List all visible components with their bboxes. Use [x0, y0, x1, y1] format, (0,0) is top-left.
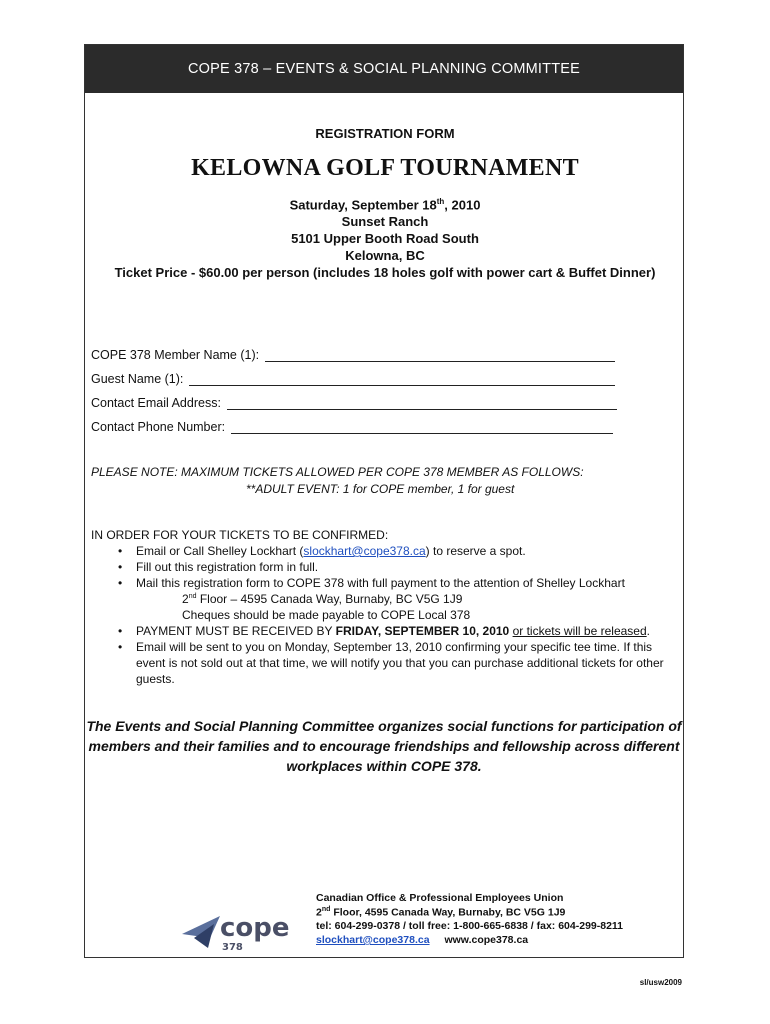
- confirm-item-1: [136, 544, 526, 558]
- item-1-text: Email or Call Shelley Lockhart (: [136, 544, 304, 558]
- event-venue: Sunset Ranch: [341, 214, 429, 229]
- item-1-text-end: ) to reserve a spot.: [425, 544, 526, 558]
- addr-floor: 2: [182, 592, 189, 606]
- footer-email-link[interactable]: slockhart@cope378.ca: [316, 934, 430, 946]
- contact-email-link[interactable]: slockhart@cope378.ca: [303, 544, 426, 558]
- bullet-icon: •: [118, 560, 123, 574]
- payment-period: .: [646, 624, 650, 638]
- footer-phones: tel: 604-299-0378 / toll free: 1-800-665-6838 / fax: 604-299-8211: [316, 920, 624, 932]
- form-label: REGISTRATION FORM: [315, 126, 455, 141]
- banner-title: COPE 378 – EVENTS & SOCIAL PLANNING COMMITTEE: [187, 61, 580, 77]
- guest-name-input[interactable]: [189, 374, 615, 386]
- confirm-item-3: Mail this registration form to COPE 378 with full payment to the attention of Shelley Lockhart: [136, 576, 625, 590]
- date-year: , 2010: [444, 197, 481, 213]
- email-field[interactable]: [91, 396, 617, 410]
- footer-address: [316, 906, 565, 919]
- footer-floor: 2: [316, 906, 322, 919]
- release-warning: or tickets will be released: [512, 624, 647, 638]
- guest-name-label: Guest Name (1):: [91, 372, 184, 386]
- bullet-icon: •: [118, 576, 123, 590]
- bullet-icon: •: [118, 640, 123, 654]
- logo-number: 378: [222, 942, 243, 952]
- date-text: Saturday, September 18: [289, 197, 437, 213]
- footer-sup: nd: [321, 906, 331, 913]
- note-line-1: PLEASE NOTE: MAXIMUM TICKETS ALLOWED PER COPE 378 MEMBER AS FOLLOWS:: [91, 465, 584, 479]
- email-label: Contact Email Address:: [91, 396, 221, 410]
- member-name-input[interactable]: [265, 350, 615, 362]
- bullet-icon: •: [118, 624, 123, 638]
- logo-word: cope: [220, 913, 290, 943]
- cheques-note: Cheques should be made payable to COPE Local 378: [182, 608, 471, 622]
- cope-logo: [180, 904, 290, 957]
- confirm-heading: IN ORDER FOR YOUR TICKETS TO BE CONFIRMED:: [91, 528, 389, 542]
- bullet-icon: •: [118, 544, 123, 558]
- confirm-item-5-line-1: Email will be sent to you on Monday, September 13, 2010 confirming your specific tee time. If this: [136, 640, 653, 654]
- confirm-item-5-line-3: guests.: [136, 672, 175, 686]
- phone-input[interactable]: [231, 422, 613, 434]
- event-city: Kelowna, BC: [345, 248, 425, 263]
- phone-label: Contact Phone Number:: [91, 420, 226, 434]
- footer-address-text: Floor, 4595 Canada Way, Burnaby, BC V5G 1J9: [330, 906, 566, 919]
- ticket-price: Ticket Price - $60.00 per person (includes 18 holes golf with power cart & Buffet Dinner): [114, 265, 656, 280]
- confirm-item-4: [136, 624, 650, 638]
- guest-name-field[interactable]: [91, 372, 615, 386]
- footer-contact: [316, 934, 528, 946]
- date-sup: th: [436, 197, 445, 206]
- phone-field[interactable]: [91, 420, 613, 434]
- addr-sup: nd: [188, 593, 197, 600]
- page-title: KELOWNA GOLF TOURNAMENT: [191, 155, 579, 181]
- member-name-label: COPE 378 Member Name (1):: [91, 348, 260, 362]
- event-date: [0, 197, 770, 212]
- addr-text: Floor – 4595 Canada Way, Burnaby, BC V5G 1J9: [196, 592, 463, 606]
- payment-deadline: FRIDAY, SEPTEMBER 10, 2010: [335, 624, 510, 638]
- mail-address: [182, 592, 462, 606]
- event-address: 5101 Upper Booth Road South: [291, 231, 479, 246]
- footer-website[interactable]: www.cope378.ca: [444, 934, 529, 946]
- committee-motto: The Events and Social Planning Committee organizes social functions for participation of members and their families and to encourage friendships and fellowship across different workplaces within COPE 378.: [86, 718, 682, 774]
- payment-text: PAYMENT MUST BE RECEIVED BY: [136, 624, 336, 638]
- email-input[interactable]: [227, 398, 617, 410]
- confirm-item-2: Fill out this registration form in full.: [136, 560, 319, 574]
- member-name-field[interactable]: [91, 348, 615, 362]
- confirm-item-5-line-2: event is not sold out at that time, we will notify you that you can purchase additional tickets for other: [136, 656, 664, 670]
- note-line-2: **ADULT EVENT: 1 for COPE member, 1 for guest: [246, 482, 515, 496]
- cope-logo-icon: [180, 904, 290, 952]
- document-reference: sl/usw2009: [639, 978, 682, 987]
- footer-org: Canadian Office & Professional Employees Union: [316, 892, 564, 904]
- header-banner: [85, 45, 683, 93]
